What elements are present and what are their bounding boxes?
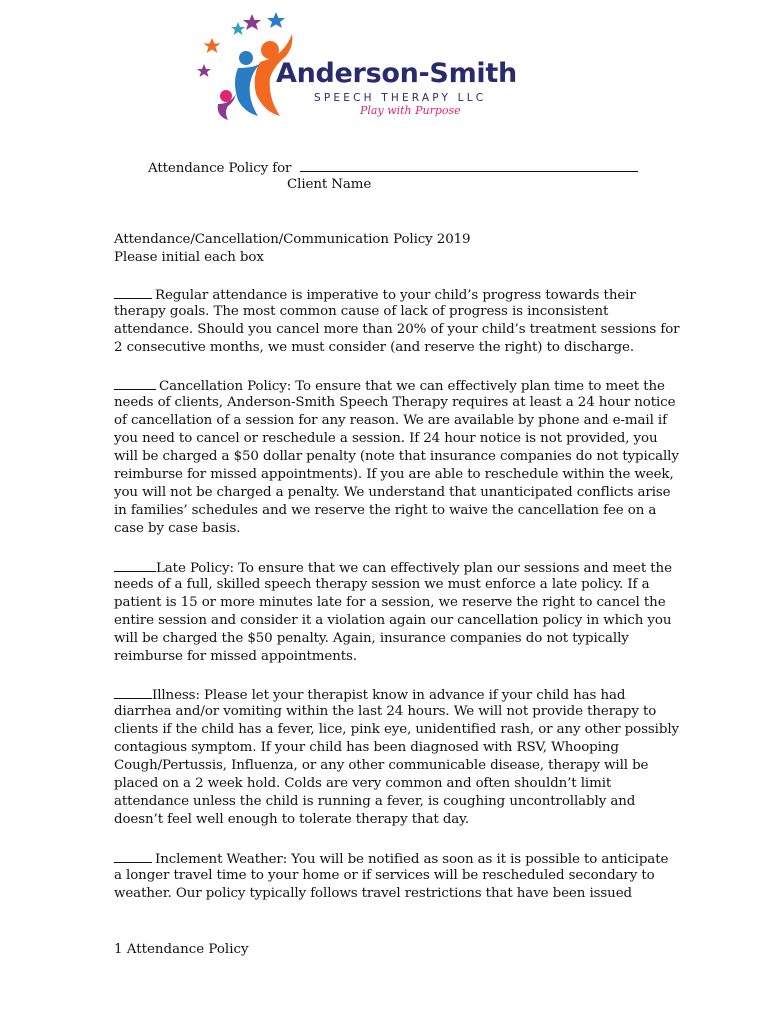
section-line: weather. Our policy typically follows travel restrictions that have been issued bbox=[114, 886, 632, 901]
section-text: Regular attendance is imperative to your child’s progress towards their bbox=[155, 288, 636, 303]
section-text: Late Policy: To ensure that we can effectively plan our sessions and meet the bbox=[156, 561, 672, 576]
section-line: Cough/Pertussis, Influenza, or any other communicable disease, therapy will be bbox=[114, 758, 649, 773]
section-line: in families’ schedules and we reserve the right to waive the cancellation fee on a bbox=[114, 503, 657, 518]
section-line: patient is 15 or more minutes late for a session, we reserve the right to cancel the bbox=[114, 595, 666, 610]
section-line: needs of a full, skilled speech therapy session we must enforce a late policy. If a bbox=[114, 577, 650, 592]
attendance-for-line bbox=[148, 158, 641, 178]
section-line: reimburse for missed appointments. bbox=[114, 649, 357, 664]
section-line: reimburse for missed appointments). If you are able to reschedule within the week, bbox=[114, 467, 674, 482]
attendance-for-label: Attendance Policy for bbox=[148, 161, 292, 176]
client-name-blank[interactable] bbox=[300, 158, 638, 172]
star-icon bbox=[267, 12, 285, 28]
section-line: doesn’t feel well enough to tolerate therapy that day. bbox=[114, 812, 470, 827]
logo-tagline: Play with Purpose bbox=[360, 104, 461, 117]
section-line: entire session and consider it a violation again our cancellation policy in which you bbox=[114, 613, 672, 628]
section-line: attendance unless the child is running a fever, is coughing uncontrollably and bbox=[114, 794, 636, 809]
section-line: therapy goals. The most common cause of lack of progress is inconsistent bbox=[114, 304, 609, 319]
section-line: of cancellation of a session for any reason. We are available by phone and e-mail if bbox=[114, 413, 667, 428]
section-line: 2 consecutive months, we must consider (and reserve the right) to discharge. bbox=[114, 340, 634, 355]
section-line: you need to cancel or reschedule a session. If 24 hour notice is not provided, you bbox=[114, 431, 658, 446]
section-line: attendance. Should you cancel more than 20% of your child’s treatment sessions for bbox=[114, 322, 680, 337]
client-name-label: Client Name bbox=[287, 177, 372, 192]
policy-title: Attendance/Cancellation/Communication Policy 2019 bbox=[114, 232, 471, 247]
star-icon bbox=[231, 22, 245, 35]
section-line: a longer travel time to your home or if services will be rescheduled secondary to bbox=[114, 868, 655, 883]
star-icon bbox=[243, 14, 261, 30]
initial-blank[interactable] bbox=[114, 376, 156, 390]
logo-subtitle: SPEECH THERAPY LLC bbox=[314, 92, 487, 104]
section-line: you will not be charged a penalty. We understand that unanticipated conflicts arise bbox=[114, 485, 671, 500]
star-icon bbox=[204, 38, 221, 53]
initial-blank[interactable] bbox=[114, 558, 156, 572]
section-text: Inclement Weather: You will be notified as soon as it is possible to anticipate bbox=[155, 852, 669, 867]
section-line: contagious symptom. If your child has been diagnosed with RSV, Whooping bbox=[114, 740, 619, 755]
initial-blank[interactable] bbox=[114, 685, 152, 699]
section-line: diarrhea and/or vomiting within the last 24 hours. We will not provide therapy to bbox=[114, 704, 657, 719]
initial-blank[interactable] bbox=[114, 285, 152, 299]
section-line: case by case basis. bbox=[114, 521, 241, 536]
section-line: clients if the child has a fever, lice, pink eye, unidentified rash, or any other possibly bbox=[114, 722, 679, 737]
star-icon bbox=[197, 64, 211, 77]
page-footer: 1 Attendance Policy bbox=[114, 942, 249, 957]
section-text: Illness: Please let your therapist know in advance if your child has had bbox=[152, 688, 626, 703]
section-line: will be charged the $50 penalty. Again, insurance companies do not typically bbox=[114, 631, 629, 646]
section-text: Cancellation Policy: To ensure that we can effectively plan time to meet the bbox=[159, 379, 665, 394]
initial-blank[interactable] bbox=[114, 849, 152, 863]
section-line: needs of clients, Anderson-Smith Speech Therapy requires at least a 24 hour notice bbox=[114, 395, 676, 410]
instruction-text: Please initial each box bbox=[114, 250, 264, 265]
logo-wordmark: Anderson-Smith bbox=[276, 58, 517, 89]
section-line: will be charged a $50 dollar penalty (note that insurance companies do not typically bbox=[114, 449, 679, 464]
section-line: placed on a 2 week hold. Colds are very common and often shouldn’t limit bbox=[114, 776, 612, 791]
